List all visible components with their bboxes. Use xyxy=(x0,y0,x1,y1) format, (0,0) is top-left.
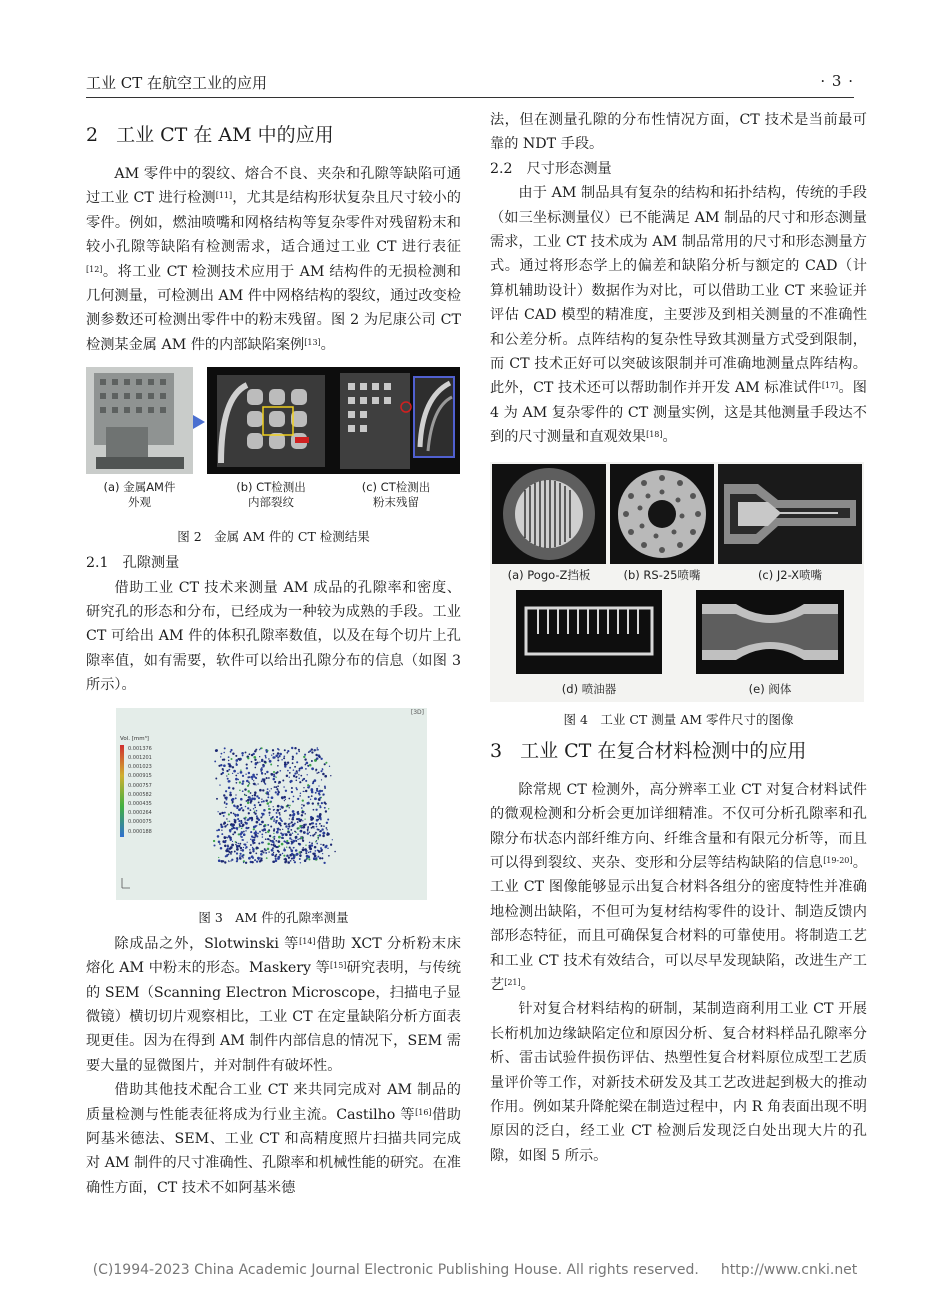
legend-value: 0.000915 xyxy=(128,773,152,780)
figure-4a-pogo-z-baffle xyxy=(492,464,606,564)
legend-value: 0.000757 xyxy=(128,782,152,789)
figure-4d-label: (d) 喷油器 xyxy=(561,681,617,696)
paragraph-castilho: 借助其他技术配合工业 CT 来共同完成对 AM 制品的质量检测与性能表征将成为行业主流。Castilho 等[16]借助阿基米德法、SEM、工业 CT 和高精度照片扫描共同完成对 AM 制件的尺寸准确性、孔隙率和机械性能的研究。在准确性方面，CT 技术不如阿基米德 xyxy=(86,1082,461,1196)
figure-3-porosity-cloud xyxy=(116,708,427,900)
legend-value: 0.001376 xyxy=(128,745,152,752)
footer-copyright xyxy=(0,1262,950,1278)
legend-value: 0.000264 xyxy=(128,810,152,817)
section-2-heading: 2 工业 CT 在 AM 中的应用 xyxy=(86,124,334,146)
figure-3 xyxy=(116,708,427,900)
section-3-paragraph-2: 针对复合材料结构的研制，某制造商利用工业 CT 开展长桁机加边缘缺陷定位和原因分析、复合材料样品孔隙率分析、雷击试验件损伤评估、热塑性复合材料原位成型工艺质量评价等工作，对新技术研发及其工艺改进起到极大的推动作用。例如某升降舵梁在制造过程中，内 R 角表面出现不明原因的泛白，经工业 CT 检测后发现泛白处出现大片的孔隙，如图 5 所示。 xyxy=(490,1001,867,1164)
paragraph-continued: 法，但在测量孔隙的分布性情况方面，CT 技术是当前最可靠的 NDT 手段。 xyxy=(490,112,867,153)
figure-4c-j2x-nozzle xyxy=(718,464,862,564)
figure-3-caption: 图 3 AM 件的孔隙率测量 xyxy=(198,909,349,925)
paragraph-slotwinski: 除成品之外，Slotwinski 等[14]借助 XCT 分析粉末床熔化 AM 中粉末的形态。Maskery 等[15]研究表明，与传统的 SEM（Scanning Electron Microscope，扫描电子显微镜）横切切片观察相比，工业 CT 在定量缺陷分析方面表现更佳。因为在得到 AM 制件内部信息的情况下，SEM 需要大量的显微图片，并对制件有破坏性。 xyxy=(86,935,462,1074)
figure-4-caption: 图 4 工业 CT 测量 AM 零件尺寸的图像 xyxy=(563,711,794,727)
figure-2-caption: 图 2 金属 AM 件的 CT 检测结果 xyxy=(177,529,370,545)
legend-value: 0.001201 xyxy=(128,754,152,761)
legend-title: Vol. [mm³] xyxy=(120,735,149,742)
figure-2a-am-part-photo xyxy=(86,367,193,474)
figure-4d-fuel-injector xyxy=(516,590,662,674)
legend-value: 0.000075 xyxy=(128,819,152,826)
legend-value: 0.000188 xyxy=(128,828,152,835)
legend-value: 0.000582 xyxy=(128,791,152,798)
section-2-2-paragraph: 由于 AM 制品具有复杂的结构和拓扑结构，传统的手段（如三坐标测量仪）已不能满足 AM 制品的尺寸和形态测量需求，工业 CT 技术成为 AM 制品常用的尺寸和形态测量方式。通过将形态学上的偏差和缺陷分析与额定的 CAD（计算机辅助设计）数据作为对比，可以借助工业 CT 来验证并评估 CAD 模型的精准度，主要涉及到相关测量的不准确性和公差分析。点阵结构的复杂性导致其测量方式受到限制，而 CT 技术正好可以突破该限制并可准确地测量点阵结构。此外，CT 技术还可以帮助制作并开发 AM 标准试件[17]。图 4 为 AM 复杂零件的 CT 测量实例，这是其他测量手段达不到的尺寸测量和直观效果[18]。 xyxy=(490,185,867,446)
section-2-paragraph: AM 零件中的裂纹、熔合不良、夹杂和孔隙等缺陷可通过工业 CT 进行检测[11]，尤其是结构形状复杂且尺寸较小的零件。例如，燃油喷嘴和网格结构等复杂零件对残留粉末和较小孔隙等缺陷有检测需求，适合通过工业 CT 进行表征[12]。将工业 CT 检测技术应用于 AM 结构件的无损检测和几何测量，可检测出 AM 件中网格结构的裂纹，通过改变检测参数还可检测出零件中的粉末残留。图 2 为尼康公司 CT 检测某金属 AM 件的内部缺陷案例[13]。 xyxy=(86,166,461,353)
figure-4 xyxy=(490,462,864,702)
figure-4b-rs25-injector xyxy=(610,464,714,564)
copyright-text: (C)1994-2023 China Academic Journal Electronic Publishing House. All rights reserved. xyxy=(92,1262,699,1278)
legend-value: 0.000435 xyxy=(128,800,152,807)
figure-2 xyxy=(86,367,461,519)
page-number: · 3 · xyxy=(820,72,854,90)
section-2-1-paragraph: 借助工业 CT 技术来测量 AM 成品的孔隙率和密度、研究孔的形态和分布，已经成为一种较为成熟的手段。工业 CT 可给出 AM 件的体积孔隙率数值，以及在每个切片上孔隙率值，如有需要，软件可以给出孔隙分布的信息（如图 3 所示）。 xyxy=(86,579,461,694)
section-3-heading: 3 工业 CT 在复合材料检测中的应用 xyxy=(490,739,807,762)
figure-4e-valve-body xyxy=(696,590,844,674)
figure-4c-label: (c) J2-X喷嘴 xyxy=(757,567,823,582)
figure-2a-label: (a) 金属AM件 外观 xyxy=(103,480,176,510)
figure-2-arrow xyxy=(193,415,205,429)
figure-4b-label: (b) RS-25喷嘴 xyxy=(623,567,701,582)
right-column xyxy=(490,108,867,1168)
legend-value: 0.001023 xyxy=(128,764,152,771)
figure-3-corner-label: [3D] xyxy=(410,708,424,716)
figure-4e-label: (e) 阀体 xyxy=(748,681,792,696)
figure-2b-label: (b) CT检测出 内部裂纹 xyxy=(236,480,306,510)
section-3-paragraph-1: 除常规 CT 检测外，高分辨率工业 CT 对复合材料试件的微观检测和分析会更加详细精准。不仅可分析孔隙率和孔隙分布状态内部纤维方向、纤维含量和有限元分析等，而且可以得到裂纹、夹杂、变形和分层等结构缺陷的信息[19-20]。工业 CT 图像能够显示出复合材料各组分的密度特性并准确地检测出缺陷，不但可为复材结构零件的设计、制造反馈内部形态特征，而且可确保复合材料的可靠使用。将制造工艺和工业 CT 技术有效结合，可以尽早发现缺陷，改进生产工艺[21]。 xyxy=(490,781,867,993)
running-head-left: 工业 CT 在航空工业的应用 xyxy=(86,74,268,92)
figure-2c-ct-powder-image xyxy=(332,367,460,474)
left-column xyxy=(86,108,461,1200)
figure-2c-label: (c) CT检测出 粉末残留 xyxy=(361,480,431,510)
section-2-1-heading: 2.1 孔隙测量 xyxy=(86,555,180,572)
header-rule xyxy=(86,97,854,98)
figure-4a-label: (a) Pogo-Z挡板 xyxy=(507,567,591,582)
figure-2b-ct-crack-image xyxy=(207,367,335,474)
section-2-2-heading: 2.2 尺寸形态测量 xyxy=(490,160,612,177)
cnki-link[interactable]: http://www.cnki.net xyxy=(720,1262,858,1278)
